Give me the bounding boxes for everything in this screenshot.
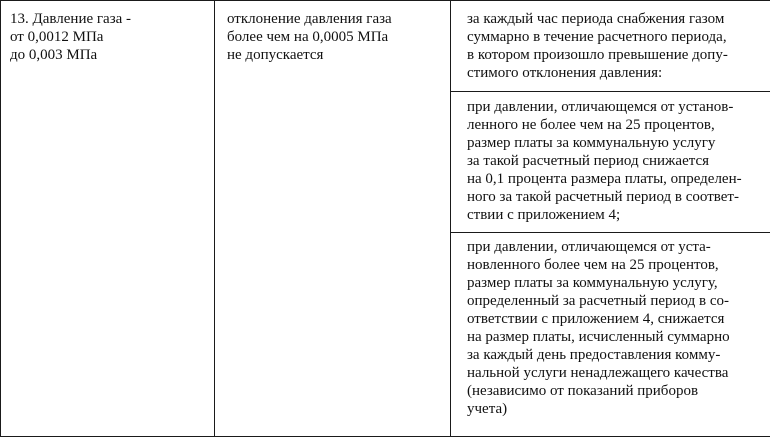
payment-rules-cell xyxy=(451,1,770,437)
parameter-cell xyxy=(1,1,215,437)
deviation-cell xyxy=(215,1,451,437)
deviation-text: отклонение давления газа более чем на 0,0005 МПа не допускается xyxy=(227,11,392,63)
payment-rule-intro: за каждый час периода снабжения газом суммарно в течение расчетного периода, в котором произошло превышение допу- стимого отклонения давления: xyxy=(451,1,770,92)
payment-rule-within-25: при давлении, отличающемся от установ- ленного не более чем на 25 процентов, размер платы за коммунальную услугу за такой расчетный период снижается на 0,1 процента размера платы, определен- ного за такой расчетный период в соответ- ствии с приложением 4; xyxy=(451,92,770,233)
payment-rule-over-25: при давлении, отличающемся от уста- новленного более чем на 25 процентов, размер платы за коммунальную услугу, определенный за расчетный период в со- ответствии с приложением 4, снижается на размер платы, исчисленный суммарно за каждый день предоставления комму- нальной услуги ненадлежащего качества (независимо от показаний приборов учета) xyxy=(467,239,730,417)
table-row xyxy=(1,1,770,437)
parameter-text: 13. Давление газа - от 0,0012 МПа до 0,003 МПа xyxy=(10,11,132,63)
